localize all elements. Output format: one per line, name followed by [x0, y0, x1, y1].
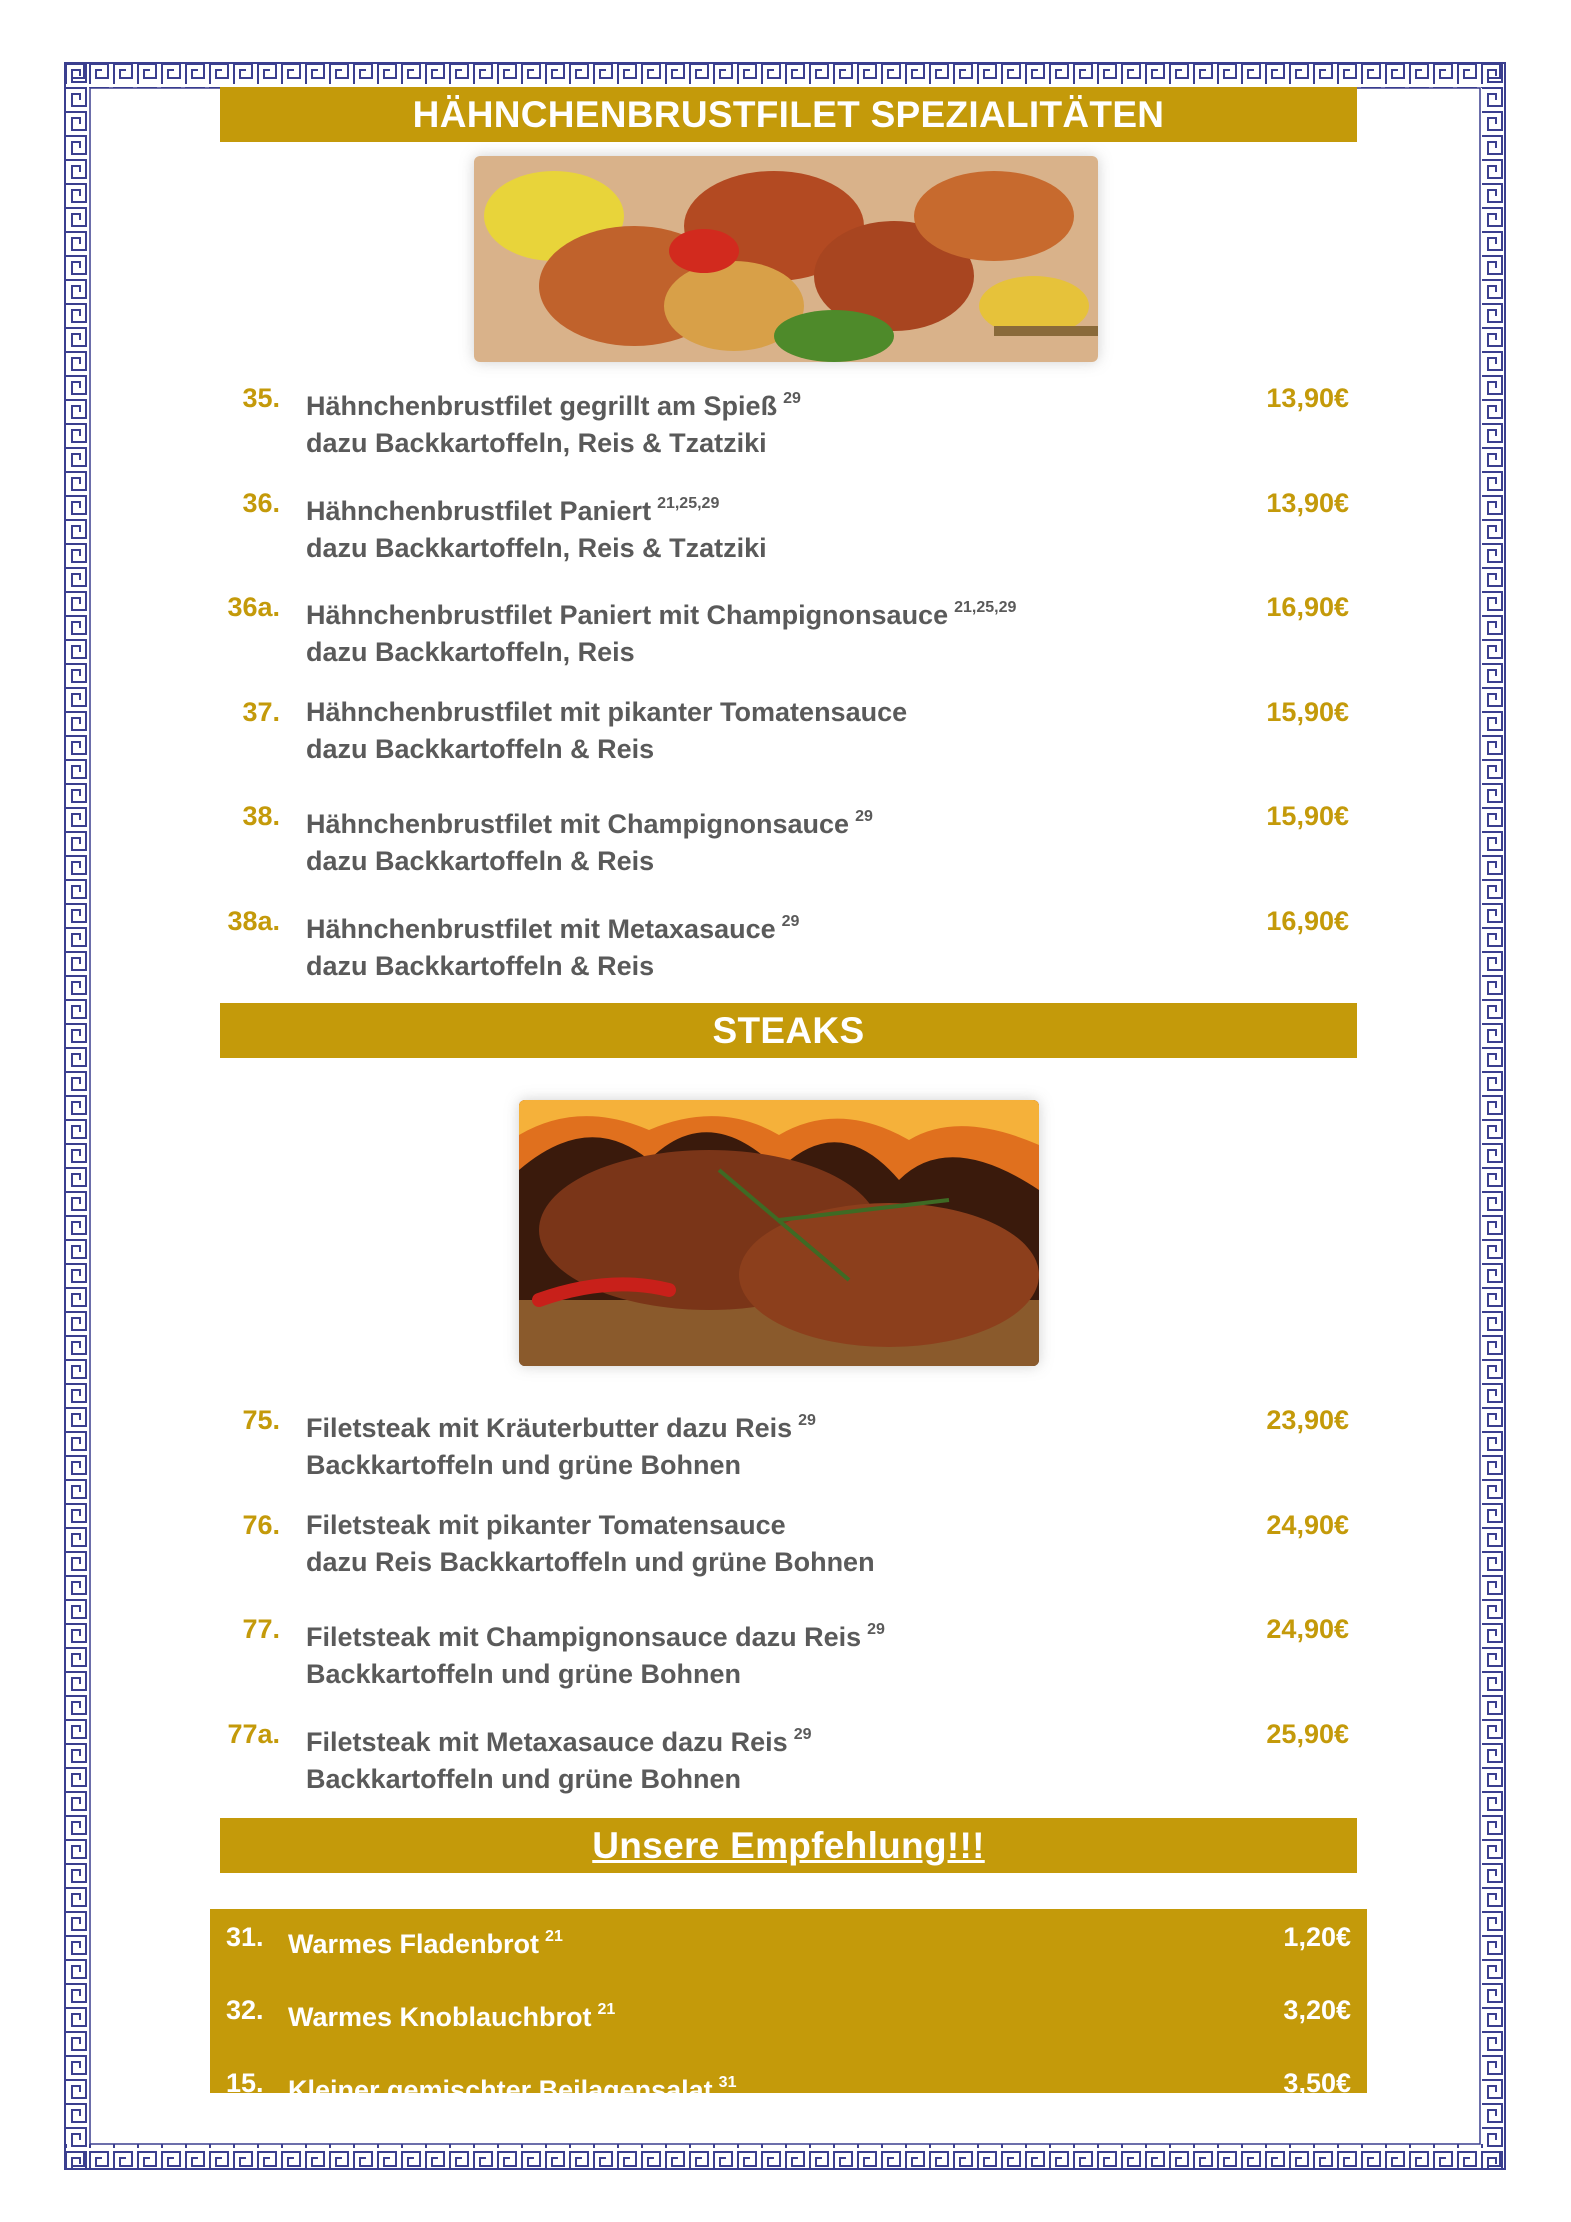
- extra-name: Warmes Fladenbrot: [288, 1929, 540, 1959]
- allergen-codes: 29: [855, 808, 873, 825]
- item-text: [306, 798, 873, 880]
- item-name: Filetsteak mit Kräuterbutter dazu Reis: [306, 1413, 793, 1443]
- recommendation-label: Unsere Empfehlung!!!: [592, 1825, 985, 1866]
- menu-item: [220, 589, 1357, 669]
- item-price: 15,90€: [1266, 696, 1349, 727]
- item-description: dazu Backkartoffeln, Reis: [306, 637, 635, 667]
- item-text: [306, 380, 801, 462]
- item-price: 16,90€: [1266, 905, 1349, 936]
- menu-item: [220, 1507, 1357, 1587]
- allergen-codes: 21: [597, 2001, 616, 2018]
- item-text: [306, 694, 907, 768]
- item-price: 24,90€: [1266, 1509, 1349, 1540]
- item-price: 23,90€: [1266, 1405, 1349, 1435]
- item-name: Hähnchenbrustfilet mit Metaxasauce: [306, 913, 776, 944]
- allergen-codes: 21,25,29: [954, 599, 1017, 616]
- item-text: [306, 589, 1016, 671]
- item-price: 24,90€: [1266, 1614, 1349, 1644]
- menu-item: [220, 1611, 1357, 1691]
- item-text: [306, 1402, 816, 1484]
- item-number: 77a.: [227, 1718, 280, 1749]
- allergen-codes: 29: [793, 1725, 812, 1743]
- menu-item: [220, 1716, 1357, 1796]
- menu-item: [220, 1402, 1357, 1482]
- extra-name: Warmes Knoblauchbrot: [288, 2002, 592, 2032]
- extra-text: [288, 1990, 615, 2037]
- item-text: [306, 1611, 885, 1693]
- extra-number: 31.: [226, 1922, 264, 1952]
- item-number: 76.: [242, 1509, 280, 1540]
- item-name: Hähnchenbrustfilet Paniert mit Champignonsauce: [306, 600, 949, 630]
- item-name: Filetsteak mit Champignonsauce dazu Reis: [306, 1622, 862, 1652]
- extra-text: [288, 2063, 736, 2110]
- extra-name: Kleiner gemischter Beilagensalat: [288, 2075, 713, 2105]
- extra-number: 15.: [226, 2068, 264, 2098]
- item-number: 36.: [242, 487, 280, 518]
- extra-item: [210, 1917, 1367, 1957]
- menu-item: [220, 485, 1357, 565]
- grilled-steak-photo: [519, 1100, 1039, 1366]
- allergen-codes: 29: [798, 1412, 816, 1429]
- item-description: dazu Backkartoffeln, Reis & Tzatziki: [306, 428, 767, 458]
- allergen-codes: 29: [867, 1621, 885, 1638]
- item-text: [306, 1507, 875, 1581]
- item-name: Hähnchenbrustfilet Paniert: [306, 495, 652, 526]
- item-description: dazu Backkartoffeln, Reis & Tzatziki: [306, 532, 767, 563]
- menu-item: [220, 380, 1357, 460]
- item-description: dazu Backkartoffeln & Reis: [306, 950, 655, 981]
- menu-item: [220, 798, 1357, 878]
- item-price: 13,90€: [1266, 383, 1349, 413]
- item-description: dazu Reis Backkartoffeln und grüne Bohnen: [306, 1546, 875, 1577]
- extra-number: 32.: [226, 1995, 264, 2025]
- item-name: Hähnchenbrustfilet mit Champignonsauce: [306, 809, 850, 839]
- item-name: Filetsteak mit Metaxasauce dazu Reis: [306, 1726, 788, 1757]
- extra-item: [210, 2063, 1367, 2103]
- item-text: [306, 485, 767, 567]
- item-number: 35.: [242, 383, 280, 413]
- item-price: 15,90€: [1266, 801, 1349, 831]
- item-description: dazu Backkartoffeln & Reis: [306, 733, 655, 764]
- item-price: 16,90€: [1266, 592, 1349, 622]
- item-price: 13,90€: [1266, 487, 1349, 518]
- extra-price: 3,20€: [1283, 1995, 1351, 2025]
- item-name: Hähnchenbrustfilet gegrillt am Spieß: [306, 391, 778, 421]
- extra-item: [210, 1990, 1367, 2030]
- item-number: 75.: [242, 1405, 280, 1435]
- item-price: 25,90€: [1266, 1718, 1349, 1749]
- item-number: 36a.: [227, 592, 280, 622]
- extra-price: 1,20€: [1283, 1922, 1351, 1952]
- section-title-recommendation: [220, 1818, 1357, 1873]
- grilled-chicken-skewer-photo: [474, 156, 1098, 362]
- extra-price: 3,50€: [1283, 2068, 1351, 2098]
- item-number: 77.: [242, 1614, 280, 1644]
- menu-item: [220, 903, 1357, 983]
- section-title-chicken: HÄHNCHENBRUSTFILET SPEZIALITÄTEN: [220, 87, 1357, 142]
- section-title-steaks: STEAKS: [220, 1003, 1357, 1058]
- item-description: Backkartoffeln und grüne Bohnen: [306, 1763, 742, 1794]
- allergen-codes: 29: [783, 390, 801, 407]
- allergen-codes: 31: [718, 2074, 737, 2091]
- extra-text: [288, 1917, 563, 1964]
- item-text: [306, 903, 799, 985]
- item-name: Hähnchenbrustfilet mit pikanter Tomatensauce: [306, 696, 908, 727]
- item-number: 38a.: [227, 905, 280, 936]
- item-number: 37.: [242, 696, 280, 727]
- item-description: Backkartoffeln und grüne Bohnen: [306, 1659, 742, 1689]
- allergen-codes: 21,25,29: [657, 494, 720, 512]
- menu-item: [220, 694, 1357, 774]
- extras-box: [210, 1909, 1367, 2105]
- item-description: dazu Backkartoffeln & Reis: [306, 846, 655, 876]
- item-name: Filetsteak mit pikanter Tomatensauce: [306, 1509, 786, 1540]
- item-number: 38.: [242, 801, 280, 831]
- item-text: [306, 1716, 812, 1798]
- allergen-codes: 21: [545, 1928, 563, 1945]
- item-description: Backkartoffeln und grüne Bohnen: [306, 1450, 742, 1480]
- allergen-codes: 29: [781, 912, 800, 930]
